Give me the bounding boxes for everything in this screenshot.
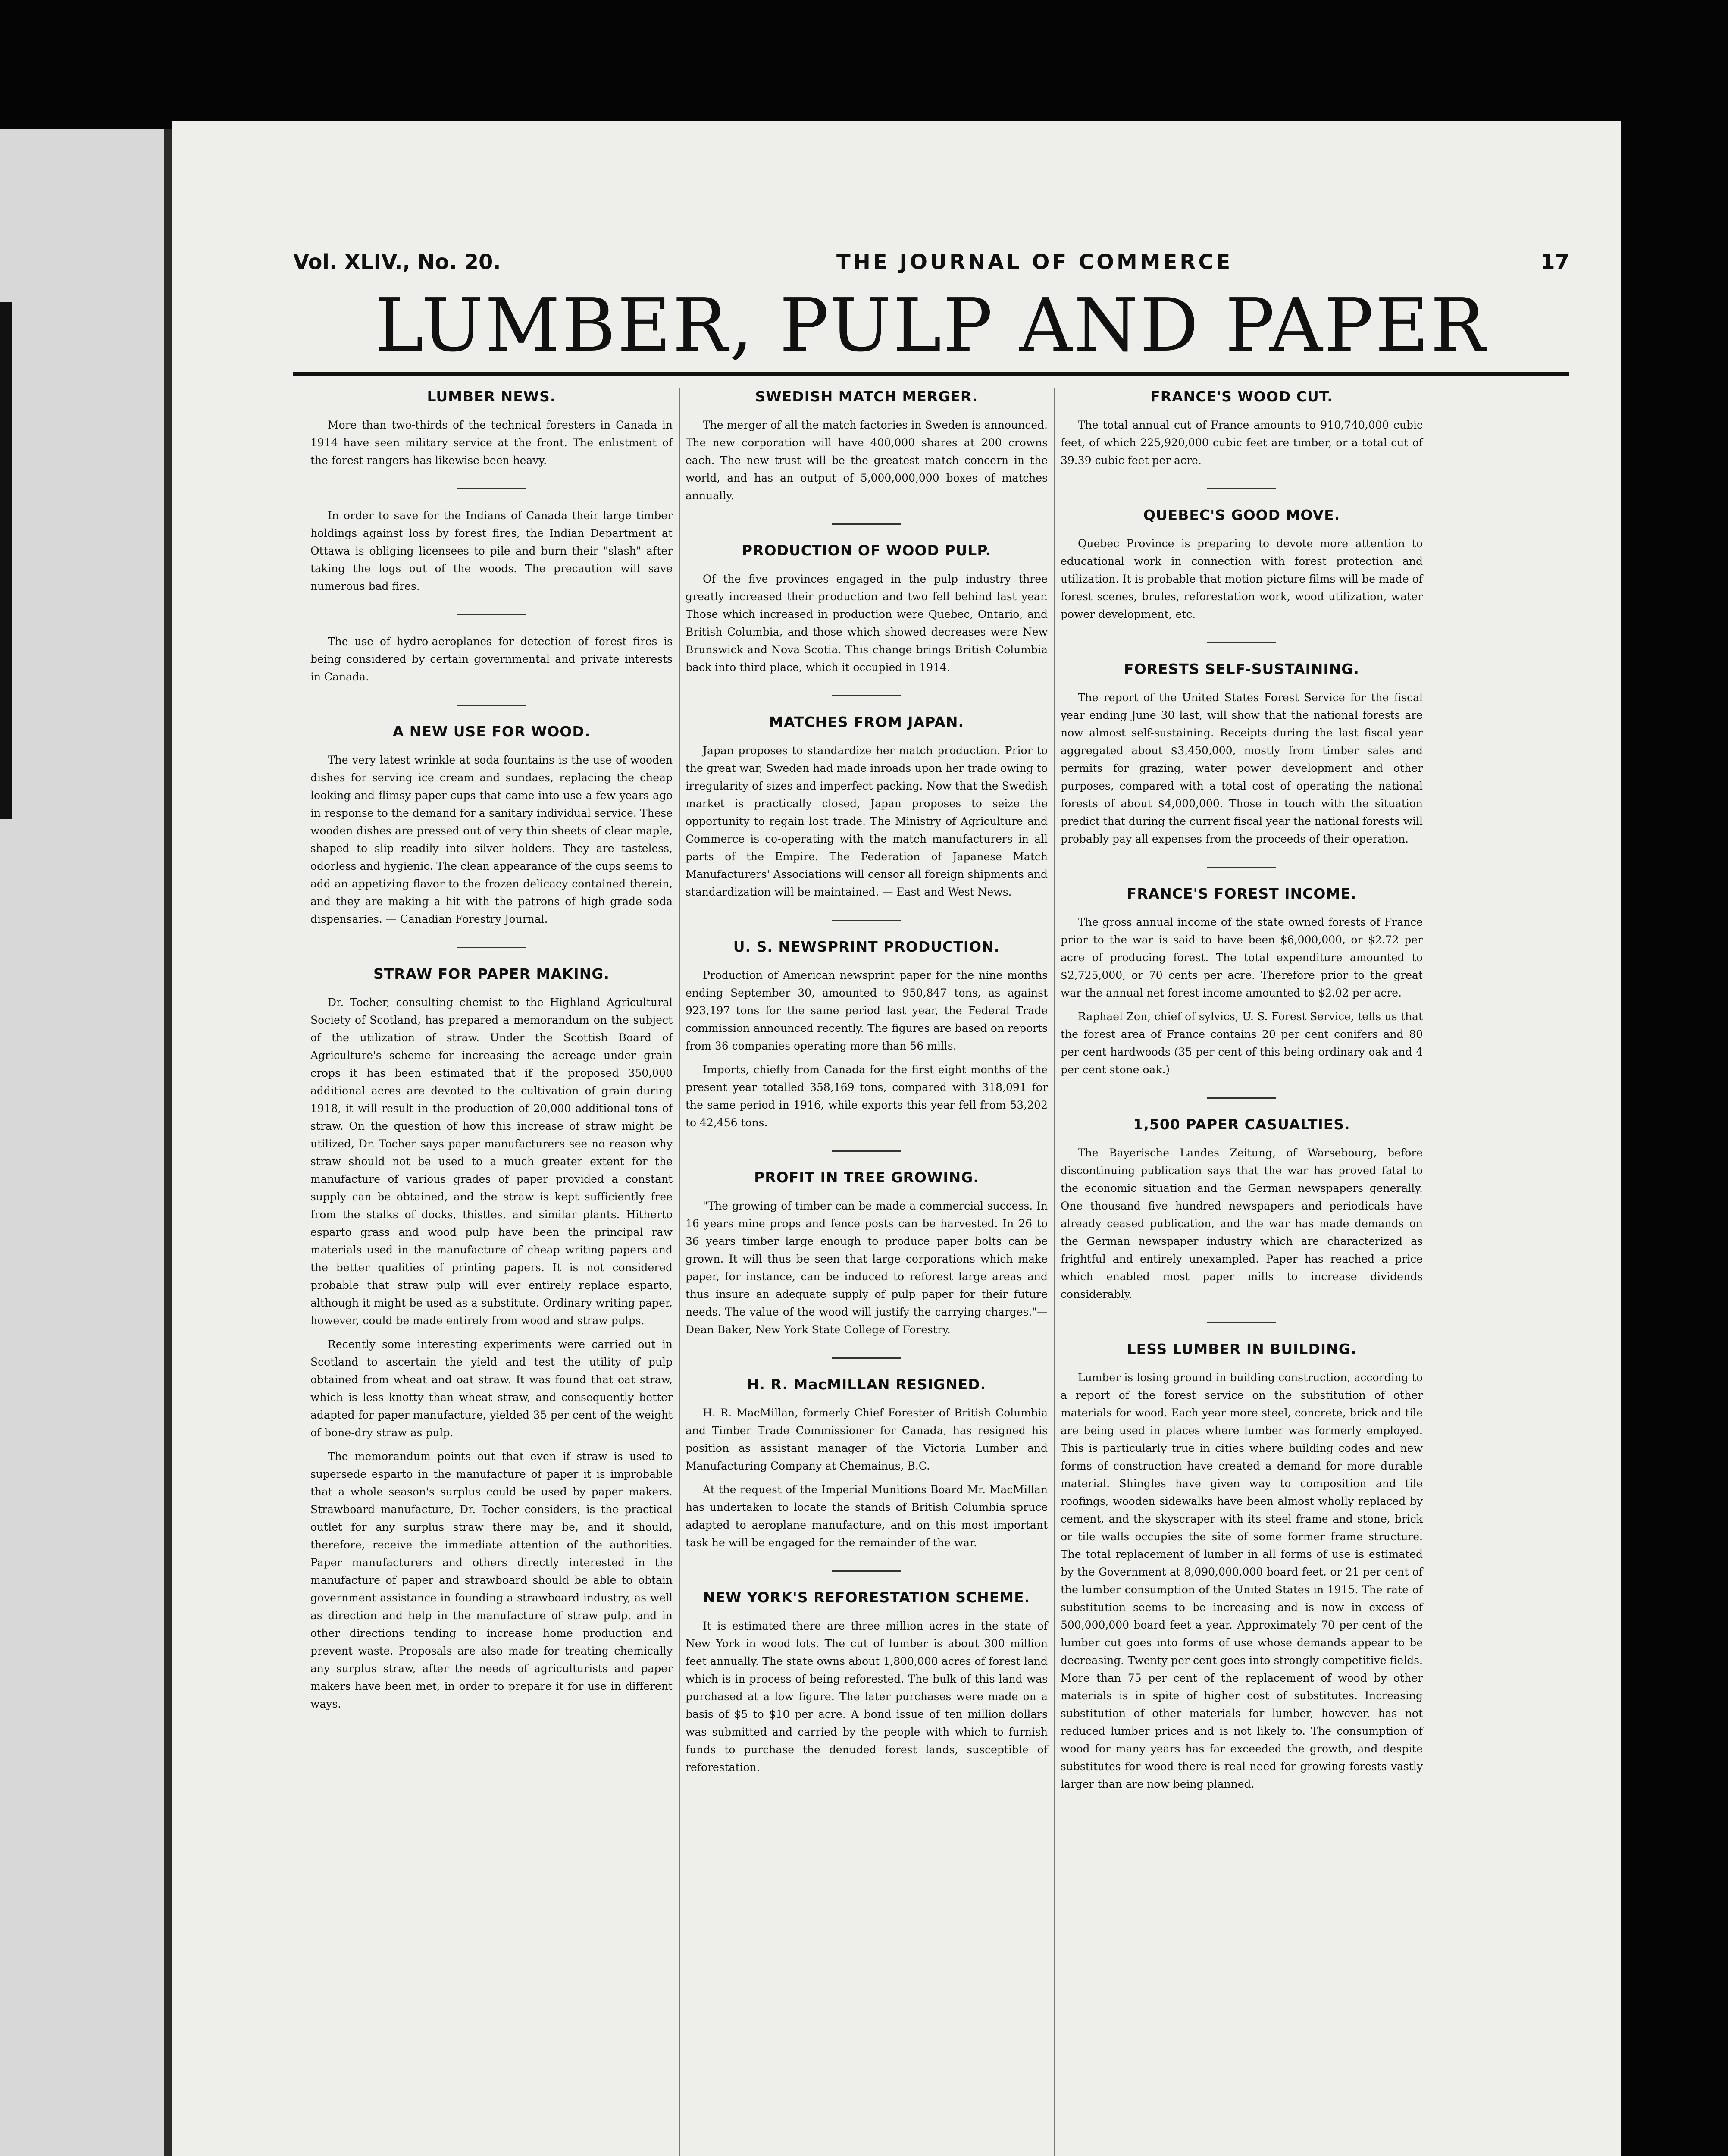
article-paragraph: H. R. MacMillan, formerly Chief Forester of British Columbia and Timber Trade Commissioner for Canada, has resigned his position as assistant manager of the Victoria Lumber and Manufacturing Company at Chemainus, B.C. bbox=[686, 1407, 1048, 1472]
article-divider bbox=[832, 1150, 901, 1152]
article-divider bbox=[1207, 488, 1276, 489]
article-paragraph: The gross annual income of the state owned forests of France prior to the war is said to have been $6,000,000, or $2.72 per acre of producing forest. The total expenditure amounted to $2,725,000, or 70 cents per acre. Therefore prior to the great war the annual net forest income amounted to $2.02 per acre. bbox=[1061, 916, 1423, 999]
article-divider bbox=[1207, 867, 1276, 868]
article-heading: FRANCE'S FOREST INCOME. bbox=[1127, 885, 1357, 902]
article bbox=[1061, 885, 1423, 1078]
article-paragraph: The Bayerische Landes Zeitung, of Warsebourg, before discontinuing publication says that the war has proved fatal to the economic situation and the German newspapers generally. One thousand five hundred newspapers and periodicals have already ceased publication, and the war has made demands on the German newspaper industry which are characterized as frightful and entirely unexampled. Paper has reached a price which enabled most paper mills to increase dividends considerably. bbox=[1061, 1147, 1423, 1300]
article-paragraph: The total annual cut of France amounts to 910,740,000 cubic feet, of which 225,920,000 cubic feet are timber, or a total cut of 39.39 cubic feet per acre. bbox=[1061, 419, 1423, 467]
article-heading: FORESTS SELF-SUSTAINING. bbox=[1124, 661, 1359, 677]
article-divider bbox=[457, 947, 526, 948]
article-heading: STRAW FOR PAPER MAKING. bbox=[373, 965, 610, 982]
article-paragraph: The use of hydro-aeroplanes for detection of forest fires is being considered by certain governmental and private interests in Canada. bbox=[310, 635, 673, 683]
article-paragraph: Japan proposes to standardize her match production. Prior to the great war, Sweden had made inroads upon her trade owing to irregularity of sizes and imperfect packing. Now that the Swedish market is practically closed, Japan proposes to seize the opportunity to regain lost trade. The Ministry of Agriculture and Commerce is co-operating with the match manufacturers in all parts of the Empire. The Federation of Japanese Match Manufacturers' Associations will censor all foreign shipments and standardization will be maintained. — East and West News. bbox=[686, 744, 1048, 898]
article-heading: PROFIT IN TREE GROWING. bbox=[754, 1169, 979, 1186]
article-paragraph: The report of the United States Forest Service for the fiscal year ending June 30 last, will show that the national forests are now almost self-sustaining. Receipts during the last fiscal year aggregated about $3,450,000, mostly from timber sales and permits for grazing, water power development and other purposes, compared with a total cost of operating the national forests of about $4,000,000. Those in touch with the situation predict that during the current fiscal year the national forests will probably pay all expenses from the proceeds of their operation. bbox=[1061, 691, 1423, 845]
title-rule bbox=[293, 372, 1569, 376]
article-heading: A NEW USE FOR WOOD. bbox=[392, 723, 591, 740]
article-heading: LUMBER NEWS. bbox=[427, 388, 556, 405]
article-paragraph: It is estimated there are three million acres in the state of New York in wood lots. The cut of lumber is about 300 million feet annually. The state owns about 1,800,000 acres of forest land which is in process of being reforested. The bulk of this land was purchased at a low figure. The later purchases were made on a basis of $5 to $10 per acre. A bond issue of ten million dollars was submitted and carried by the people with which to furnish funds to purchase the denuded forest lands, susceptible of reforestation. bbox=[686, 1620, 1048, 1774]
article bbox=[686, 388, 1048, 505]
newspaper-page bbox=[172, 121, 1621, 2156]
article-paragraph: In order to save for the Indians of Canada their large timber holdings against loss by forest fires, the Indian Department at Ottawa is obliging licensees to pile and burn their "slash" after taking the logs out of the woods. The precaution will save numerous bad fires. bbox=[310, 509, 673, 592]
article-divider bbox=[1207, 1322, 1276, 1323]
article-paragraph: Dr. Tocher, consulting chemist to the Highland Agricultural Society of Scotland, has prepared a memorandum on the subject of the utilization of straw. Under the Scottish Board of Agriculture's scheme for increasing the acreage under grain crops it has been estimated that if the proposed 350,000 additional acres are devoted to the cultivation of grain during 1918, it will result in the production of 20,000 additional tons of straw. On the question of how this increase of straw might be utilized, Dr. Tocher says paper manufacturers see no reason why straw should not be used to a much greater extent for the manufacture of various grades of paper provided a constant supply can be obtained, and the straw is kept sufficiently free from the stalks of docks, thistles, and similar plants. Hitherto esparto grass and wood pulp have been the principal raw materials used in the manufacture of cheap writing papers and the better qualities of printing papers. It is not considered probable that straw pulp will ever entirely replace esparto, although it might be used as a substitute. Ordinary writing paper, however, could be made entirely from wood and straw pulps. bbox=[310, 996, 673, 1327]
article bbox=[1061, 388, 1423, 469]
article-divider bbox=[832, 920, 901, 921]
column-1 bbox=[297, 388, 686, 2156]
article-paragraph: "The growing of timber can be made a commercial success. In 16 years mine props and fence posts can be harvested. In 26 to 36 years timber large enough to produce paper bolts can be grown. It will thus be seen that large corporations which make paper, for instance, can be induced to reforest large areas and thus insure an adequate supply of pulp paper for their future needs. The value of the wood will justify the carrying charges."—Dean Baker, New York State College of Forestry. bbox=[686, 1200, 1048, 1336]
article-paragraph: Recently some interesting experiments were carried out in Scotland to ascertain the yield and test the utility of pulp obtained from wheat and oat straw. It was found that oat straw, which is less knotty than wheat straw, and consequently better adapted for paper manufacture, yielded 35 per cent of the weight of bone-dry straw as pulp. bbox=[310, 1338, 673, 1439]
article-divider bbox=[1207, 642, 1276, 643]
column-2 bbox=[673, 388, 1061, 2156]
article-heading: FRANCE'S WOOD CUT. bbox=[1150, 388, 1333, 405]
article bbox=[1061, 507, 1423, 623]
article-divider bbox=[832, 695, 901, 696]
article-divider bbox=[832, 523, 901, 525]
article-divider bbox=[832, 1357, 901, 1359]
article-paragraph: Of the five provinces engaged in the pulp industry three greatly increased their production and two fell behind last year. Those which increased in production were Quebec, Ontario, and British Columbia, and those which showed decreases were New Brunswick and Nova Scotia. This change brings British Columbia back into third place, which it occupied in 1914. bbox=[686, 573, 1048, 674]
column-3 bbox=[1048, 388, 1436, 2156]
article bbox=[686, 938, 1048, 1131]
article-heading: SWEDISH MATCH MERGER. bbox=[755, 388, 978, 405]
adjacent-page-edge bbox=[0, 129, 164, 2156]
article-paragraph: More than two-thirds of the technical foresters in Canada in 1914 have seen military service at the front. The enlistment of the forest rangers has likewise been heavy. bbox=[310, 419, 673, 467]
article-heading: MATCHES FROM JAPAN. bbox=[769, 714, 964, 730]
article-heading: U. S. NEWSPRINT PRODUCTION. bbox=[733, 938, 1000, 955]
article bbox=[310, 388, 673, 469]
volume-number: Vol. XLIV., No. 20. bbox=[293, 250, 501, 274]
article bbox=[310, 965, 673, 1713]
article bbox=[310, 507, 673, 595]
article bbox=[310, 633, 673, 686]
article bbox=[686, 714, 1048, 901]
article-heading: NEW YORK'S REFORESTATION SCHEME. bbox=[703, 1589, 1030, 1606]
article bbox=[686, 542, 1048, 676]
article bbox=[686, 1589, 1048, 1776]
page-number: 17 bbox=[1540, 250, 1569, 274]
article-divider bbox=[457, 614, 526, 615]
article-heading: LESS LUMBER IN BUILDING. bbox=[1127, 1341, 1357, 1357]
article-divider bbox=[832, 1570, 901, 1572]
page-title: LUMBER, PULP AND PAPER bbox=[375, 283, 1487, 368]
journal-name: THE JOURNAL OF COMMERCE bbox=[836, 250, 1233, 274]
article-divider bbox=[1207, 1097, 1276, 1099]
page-clip-mark bbox=[0, 302, 12, 819]
article-paragraph: The very latest wrinkle at soda fountains is the use of wooden dishes for serving ice cream and sundaes, replacing the cheap looking and flimsy paper cups that came into use a few years ago in response to the demand for a sanitary individual service. These wooden dishes are pressed out of very thin sheets of clear maple, shaped to slip readily into silver holders. They are tasteless, odorless and hygienic. The clean appearance of the cups seems to add an appetizing flavor to the frozen delicacy contained therein, and they are making a hit with the patrons of high grade soda dispensaries. — Canadian Forestry Journal. bbox=[310, 754, 673, 925]
article-paragraph: Production of American newsprint paper for the nine months ending September 30, amounted to 950,847 tons, as against 923,197 tons for the same period last year, the Federal Trade commission announced recently. The figures are based on reports from 36 companies operating more than 56 mills. bbox=[686, 969, 1048, 1052]
article-heading: QUEBEC'S GOOD MOVE. bbox=[1143, 507, 1340, 523]
article-paragraph: Raphael Zon, chief of sylvics, U. S. Forest Service, tells us that the forest area of France contains 20 per cent conifers and 80 per cent hardwoods (35 per cent of this being ordinary oak and 4 per cent stone oak.) bbox=[1061, 1010, 1423, 1076]
article bbox=[1061, 661, 1423, 848]
article bbox=[310, 723, 673, 928]
masthead bbox=[293, 250, 1569, 276]
article-divider bbox=[457, 705, 526, 706]
article bbox=[1061, 1116, 1423, 1303]
article-paragraph: Quebec Province is preparing to devote more attention to educational work in connection with forest protection and utilization. It is probable that motion picture films will be made of forest scenes, brules, reforestation work, wood utilization, water power development, etc. bbox=[1061, 537, 1423, 620]
article-paragraph: Lumber is losing ground in building construction, according to a report of the forest service on the substitution of other materials for wood. Each year more steel, concrete, brick and tile are being used in places where lumber was formerly employed. This is particularly true in cities where building codes and new forms of construction have created a demand for more durable material. Shingles have given way to composition and tile roofings, wooden sidewalks have been almost wholly replaced by cement, and the skyscraper with its steel frame and stone, brick or tile walls occupies the site of some former frame structure. The total replacement of lumber in all forms of use is estimated by the Government at 8,090,000,000 board feet, or 21 per cent of the lumber consumption of the United States in 1915. The rate of substitution seems to be increasing and is now in excess of 500,000,000 board feet a year. Approximately 70 per cent of the lumber cut goes into forms of use whose demands appear to be decreasing. Twenty per cent goes into strongly competitive fields. More than 75 per cent of the replacement of wood by other materials is in spite of higher cost of substitutes. Increasing substitution of other materials for lumber, however, has not reduced lumber prices and is not likely to. The consumption of wood for many years has far exceeded the growth, and despite substitutes for wood there is real need for growing forests vastly larger than are now being planned. bbox=[1061, 1371, 1423, 1790]
article bbox=[1061, 1341, 1423, 1793]
article bbox=[686, 1376, 1048, 1551]
article-heading: 1,500 PAPER CASUALTIES. bbox=[1133, 1116, 1350, 1133]
article-paragraph: The memorandum points out that even if straw is used to supersede esparto in the manufacture of paper it is improbable that a whole season's surplus could be used by paper makers. Strawboard manufacture, Dr. Tocher considers, is the practical outlet for any surplus straw there may be, and it should, therefore, receive the immediate attention of the authorities. Paper manufacturers and others directly interested in the manufacture of paper and strawboard should be able to obtain government assistance in founding a strawboard industry, as well as direction and help in the manufacture of straw pulp, and in other directions tending to increase home production and prevent waste. Proposals are also made for treating chemically any surplus straw, after the needs of agriculturists and paper makers have been met, in order to prepare it for use in different ways. bbox=[310, 1450, 673, 1710]
article-paragraph: Imports, chiefly from Canada for the first eight months of the present year totalled 358,169 tons, compared with 318,091 for the same period in 1916, while exports this year fell from 53,202 to 42,456 tons. bbox=[686, 1063, 1048, 1129]
article-heading: PRODUCTION OF WOOD PULP. bbox=[742, 542, 992, 559]
article-heading: H. R. MacMILLAN RESIGNED. bbox=[747, 1376, 986, 1393]
article-divider bbox=[457, 488, 526, 489]
article bbox=[686, 1169, 1048, 1338]
article-paragraph: The merger of all the match factories in Sweden is announced. The new corporation will have 400,000 shares at 200 crowns each. The new trust will be the greatest match concern in the world, and has an output of 5,000,000,000 boxes of matches annually. bbox=[686, 419, 1048, 502]
article-paragraph: At the request of the Imperial Munitions Board Mr. MacMillan has undertaken to locate the stands of British Columbia spruce adapted to aeroplane manufacture, and on this most important task he will be engaged for the remainder of the war. bbox=[686, 1483, 1048, 1549]
